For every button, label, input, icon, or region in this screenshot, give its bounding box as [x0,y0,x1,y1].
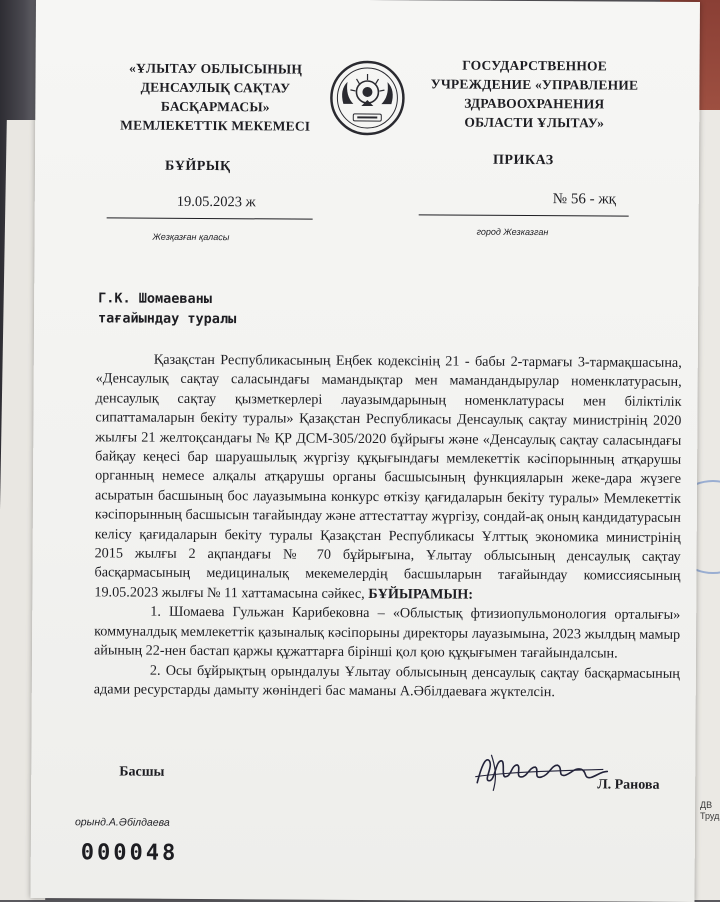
document-page [31,0,700,902]
city-kz: Жезқазған қаласы [153,232,230,242]
organization-name-kz [95,58,335,135]
org-kz-line: «ҰЛЫТАУ ОБЛЫСЫНЫҢ [96,58,336,78]
subject-line: тағайындау туралы [98,308,236,329]
organization-name-ru [409,55,659,133]
subject-line: Г.К. Шомаеваны [98,288,236,309]
preamble-paragraph [94,350,682,606]
number-underline [419,214,629,216]
document-body [94,350,682,703]
side-note: ДВ Труд [700,800,718,822]
org-kz-line: БАСҚАРМАСЫ» [95,96,335,116]
order-word: БҰЙЫРАМЫН: [368,586,473,603]
order-item-2: 2. Осы бұйрықтың орындалуы Ұлытау облысының денсаулық сақтау басқармасының адами ресурстарды дамыту жөніндегі бас маманы А.Әбілдаеваға жүктелсін. [94,661,680,703]
document-subject [98,288,236,329]
org-ru-line: ГОСУДАРСТВЕННОЕ [410,55,660,76]
org-ru-line: УЧРЕЖДЕНИЕ «УПРАВЛЕНИЕ [409,74,659,95]
kazakhstan-state-emblem-icon [329,60,405,136]
org-ru-line: ОБЛАСТИ ҰЛЫТАУ» [409,112,659,133]
signatory-name: Л. Ранова [597,777,659,793]
document-number: № 56 - жқ [553,191,616,208]
document-type-kz: БҰЙРЫҚ [165,159,231,175]
order-item-1: 1. Шомаева Гульжан Карибековна – «Облыстық фтизиопульмонология орталығы» коммуналдық мемлекеттік қазыналық кәсіпорыны директоры лауазымына, 2023 жылдың мамыр айының 22-нен бастап қаржы құжаттарға бірінші қол қою құқығымен тағайындалсын. [94,603,680,665]
preamble-text: Қазақстан Республикасының Еңбек кодексінің 21 - бабы 2-тармағы 3-тармақшасына, «Денсаулық сақтау саласындағы мамандықтар мен мамандандырулар номенклатурасын, денсаулық сақтау қызметкерлері лауазымдарының номенклатурасы мен біліктілік сипаттамаларын бекіту туралы» Қазақстан Республикасы Денсаулық сақтау министрінің 2020 жылғы 21 желтоқсандағы № ҚР ДСМ-305/2020 бұйрығы және «Денсаулық сақтау саласындағы байқау кеңесі бар шаруашылық жүргізу құқығындағы мемлекеттік кәсіпорынның атқарушы органның немесе алқалы атқарушы органы басшысының функцияларын жеке-дара жүзеге асыратын басшының бос лауазымына конкурс өткізу қағидаларын бекіту туралы» Мемлекеттік кәсіпорынның басшысын тағайындау және аттестаттау жүргізу, сондай-ақ оның кандидатурасын келісу қағидаларын бекіту туралы Қазақстан Республикасы Ұлттық экономика министрінің 2015 жылғы 2 ақпандағы № 70 бұйрығына, Ұлытау облысының денсаулық сақтау басқармасының медициналық мекемелердің басшыларын тағайындау комиссиясының 19.05.2023 жылғы № 11 хаттамасына сәйкес, [94,352,682,602]
date-underline [107,217,313,219]
org-ru-line: ЗДРАВООХРАНЕНИЯ [409,93,659,114]
city-ru: город Жезказган [477,227,549,237]
executor-note: орынд.А.Әбілдаева [75,816,170,829]
document-date: 19.05.2023 ж [177,194,256,211]
signatory-title: Басшы [119,764,164,780]
document-type-ru: ПРИКАЗ [493,153,554,169]
org-kz-line: ДЕНСАУЛЫҚ САҚТАУ [95,77,335,97]
org-kz-line: МЕМЛЕКЕТТІК МЕКЕМЕСІ [95,115,335,135]
serial-number: 000048 [81,840,179,866]
handwritten-signature-icon [471,747,611,796]
